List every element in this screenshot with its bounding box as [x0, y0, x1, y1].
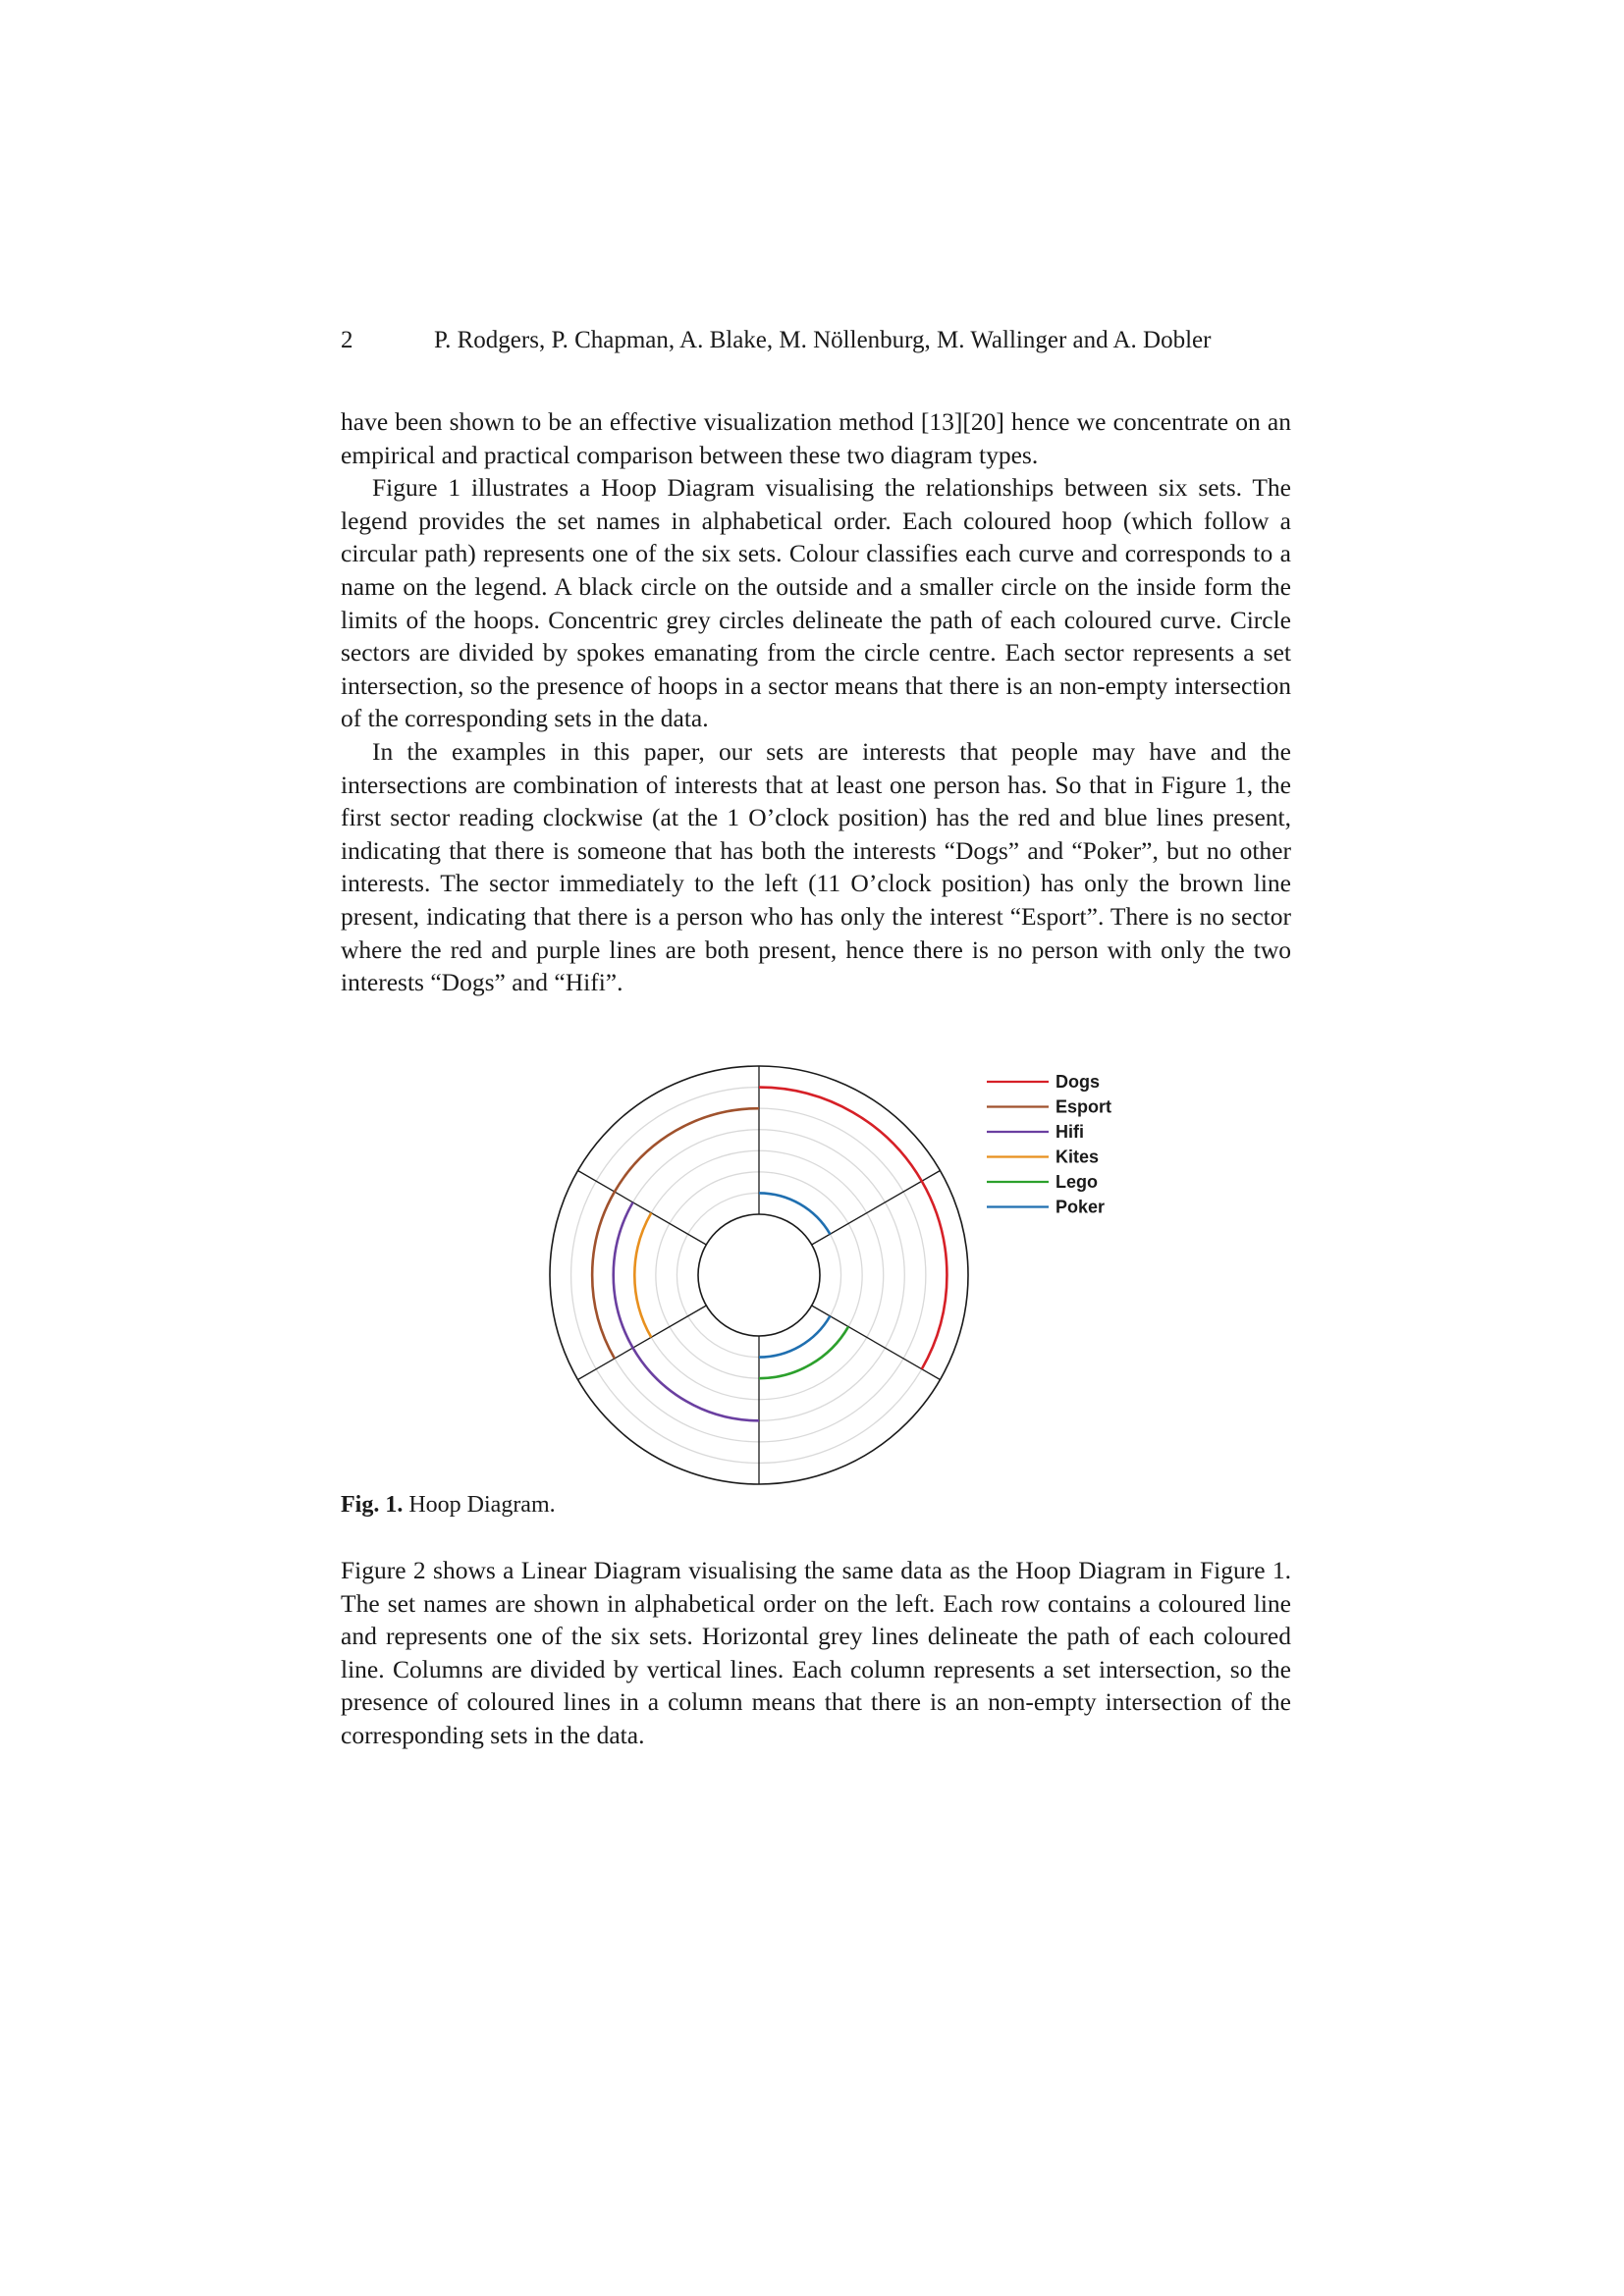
- paragraph-3: In the examples in this paper, our sets are interests that people may have and the intersections are combination of interests that at least one person has. So that in Figure 1, the first sector reading clockwise (at the 1 O’clock position) has the red and blue lines present, indicating that there is someone that has both the interests “Dogs” and “Poker”, but no other interests. The sector immediately to the left (11 O’clock position) has only the brown line present, indicating that there is a person who has only the interest “Esport”. There is no sector where the red and purple lines are both present, hence there is no person with only the two interests “Dogs” and “Hifi”.: [341, 736, 1291, 997]
- hoop-arc-dogs: [759, 1088, 922, 1182]
- body-text-lower: [341, 1554, 1291, 1752]
- legend-label-poker: Poker: [1056, 1197, 1106, 1217]
- hoop-arc-esport: [615, 1108, 759, 1192]
- hoop-legend: [987, 1072, 1111, 1217]
- hoop-arc-hifi: [633, 1348, 759, 1420]
- legend-label-lego: Lego: [1056, 1172, 1098, 1192]
- paragraph-4: Figure 2 shows a Linear Diagram visualising the same data as the Hoop Diagram in Figure 1. The set names are shown in alphabetical order on the left. Each row contains a coloured line and represents one of the six sets. Horizontal grey lines delineate the path of each coloured line. Columns are divided by vertical lines. Each column represents a set intersection, so the presence of coloured lines in a column means that there is an non-empty intersection of the corresponding sets in the data.: [341, 1556, 1291, 1749]
- hoop-arc-kites: [634, 1213, 651, 1338]
- hoop-arc-poker: [759, 1316, 830, 1358]
- caption-text: Hoop Diagram.: [408, 1492, 556, 1518]
- hoop-arc-hifi: [614, 1202, 633, 1348]
- figure-caption: [341, 1492, 556, 1519]
- inner-boundary-circle: [698, 1214, 820, 1336]
- hoop-diagram-figure: [530, 1053, 1139, 1497]
- hoop-arc-esport: [592, 1192, 615, 1359]
- legend-label-dogs: Dogs: [1056, 1072, 1100, 1092]
- paragraph-2: Figure 1 illustrates a Hoop Diagram visualising the relationships between six sets. The legend provides the set names in alphabetical order. Each coloured hoop (which follow a circular path) represents one of the six sets. Colour classifies each curve and corresponds to a name on the legend. A black circle on the outside and a smaller circle on the inside form the limits of the hoops. Concentric grey circles delineate the path of each coloured curve. Circle sectors are divided by spokes emanating from the circle centre. Each sector represents a set intersection, so the presence of hoops in a sector means that there is an non-empty intersection of the corresponding sets in the data.: [341, 473, 1291, 733]
- legend-label-kites: Kites: [1056, 1147, 1100, 1167]
- page-number: 2: [341, 327, 353, 353]
- hoop-arcs: [592, 1088, 947, 1421]
- body-text-upper: [341, 405, 1291, 999]
- paragraph-1: have been shown to be an effective visualization method [13][20] hence we concentrate on an empirical and practical comparison between these two diagram types.: [341, 407, 1291, 469]
- legend-label-hifi: Hifi: [1056, 1122, 1084, 1142]
- caption-label: Fig. 1.: [341, 1492, 404, 1518]
- legend-label-esport: Esport: [1056, 1096, 1112, 1117]
- hoop-arc-poker: [759, 1193, 830, 1234]
- running-head-authors: P. Rodgers, P. Chapman, A. Blake, M. Nöllenburg, M. Wallinger and A. Dobler: [434, 327, 1212, 353]
